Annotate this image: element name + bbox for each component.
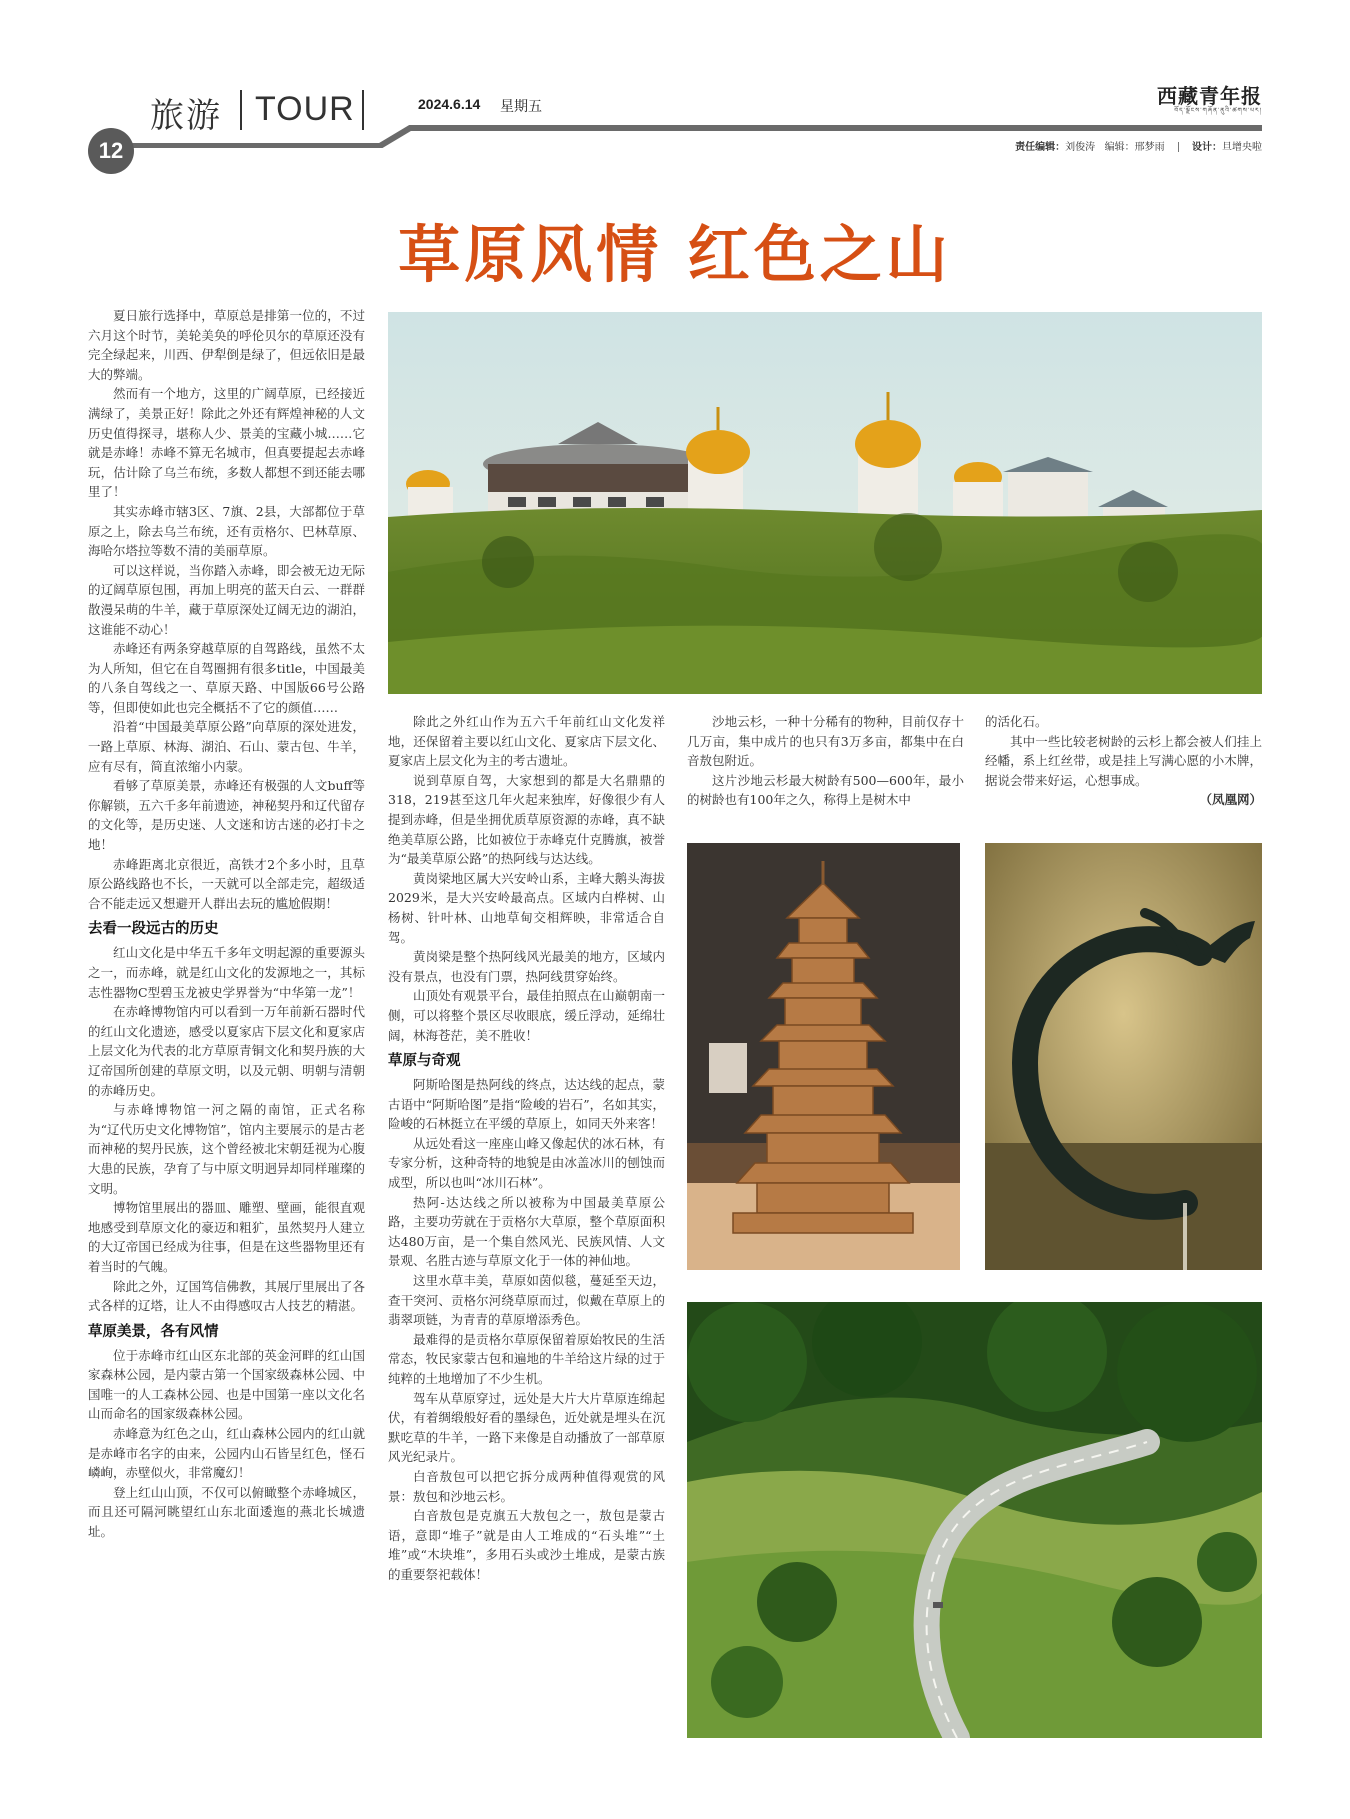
paragraph: 在赤峰博物馆内可以看到一万年前新石器时代的红山文化遗迹，感受以夏家店下层文化和夏家店上层文化为代表的北方草原青铜文化和契丹族的大辽帝国所创建的草原文明，以及元朝、明朝与清朝的赤峰历史。	[88, 1004, 365, 1098]
paragraph: 夏日旅行选择中，草原总是排第一位的，不过六月这个时节，美轮美奂的呼伦贝尔的草原还没有完全绿起来，川西、伊犁倒是绿了，但远依旧是最大的弊端。	[88, 308, 365, 382]
paragraph: 除此之外红山作为五六千年前红山文化发祥地，还保留着主要以红山文化、夏家店下层文化、夏家店上层文化为主的考古遗址。	[388, 714, 665, 769]
designer-label: 设计：	[1192, 142, 1222, 153]
issue-weekday: 星期五	[500, 99, 542, 115]
credits-divider	[1178, 142, 1179, 152]
issue-date: 2024.6.14	[418, 96, 481, 112]
jade-dragon-photo	[985, 843, 1262, 1270]
article-column-1	[88, 306, 365, 1542]
paragraph: 从远处看这一座座山峰又像起伏的冰石林，有专家分析，这种奇特的地貌是由冰盖冰川的刨蚀而成型，所以也叫“冰川石林”。	[388, 1135, 665, 1191]
article-source: （凤凰网）	[1199, 792, 1262, 808]
paragraph: 看够了草原美景，赤峰还有极强的人文buff等你解锁，五六千多年前遗迹，神秘契丹和辽代留存的文化等，是历史迷、人文迷和访古迷的必打卡之地！	[88, 778, 365, 853]
paragraph: 这片沙地云杉最大树龄有500—600年，最小的树龄也有100年之久，称得上是树木中	[687, 772, 964, 808]
section-name-en: TOUR	[255, 90, 355, 128]
paragraph: 白音敖包可以把它拆分成两种值得观赏的风景：敖包和沙地云杉。	[388, 1468, 665, 1504]
article-column-4	[985, 712, 1262, 810]
article-headline: 草原风情 红色之山	[398, 218, 952, 291]
paragraph: 黄岗梁是整个热阿线风光最美的地方，区域内没有景点，也没有门票，热阿线贯穿始终。	[388, 949, 665, 984]
paragraph: 红山文化是中华五千多年文明起源的重要源头之一，而赤峰，就是红山文化的发源地之一，其标志性器物C型碧玉龙被史学界誉为“中华第一龙”！	[88, 945, 365, 1000]
paragraph: 其实赤峰市辖3区、7旗、2县，大部都位于草原之上，除去乌兰布统，还有贡格尔、巴林草原、海哈尔塔拉等数不清的美丽草原。	[88, 503, 365, 559]
paragraph: 可以这样说，当你踏入赤峰，即会被无边无际的辽阔草原包围，再加上明亮的蓝天白云、一群群散漫呆萌的牛羊，藏于草原深处辽阔无边的湖泊，这谁能不动心！	[88, 562, 365, 637]
grassland-photo	[388, 312, 1262, 694]
subheading: 去看一段远古的历史	[88, 921, 219, 938]
paragraph: 沙地云杉，一种十分稀有的物种，目前仅存十几万亩，集中成片的也只有3万多亩，都集中在白音敖包附近。	[687, 714, 964, 769]
newspaper-masthead: 西藏青年报	[1157, 84, 1262, 108]
editorial-credits	[1015, 138, 1262, 153]
editor-name: 邢梦雨	[1134, 142, 1165, 153]
paragraph: 阿斯哈图是热阿线的终点，达达线的起点，蒙古语中“阿斯哈图”是指“险峻的岩石”，名如其实，险峻的石林挺立在平缓的草原上，如同天外来客！	[388, 1077, 665, 1132]
paragraph: 然而有一个地方，这里的广阔草原，已经接近满绿了，美景正好！除此之外还有辉煌神秘的人文历史值得探寻，堪称人少、景美的宝藏小城……它就是赤峰！赤峰不算无名城市，但真要提起去赤峰玩，估计除了乌兰布统，多数人都想不到还能去哪里了！	[88, 386, 365, 500]
paragraph: 除此之外，辽国笃信佛教，其展厅里展出了各式各样的辽塔，让人不由得感叹古人技艺的精湛。	[88, 1278, 365, 1314]
section-name-cn: 旅游	[150, 96, 222, 136]
paragraph: 位于赤峰市红山区东北部的英金河畔的红山国家森林公园，是内蒙古第一个国家级森林公园、中国唯一的人工森林公园、也是中国第一座以文化名山而命名的国家级森林公园。	[88, 1347, 365, 1422]
article-column-3	[687, 712, 964, 810]
subheading: 草原美景，各有风情	[88, 1323, 219, 1340]
paragraph: 说到草原自驾，大家想到的都是大名鼎鼎的318，219甚至这几年火起来独库，好像很少有人提到赤峰，但是坐拥优质草原资源的赤峰，真不缺绝美草原公路，比如被位于赤峰克什克腾旗，被誉为“最美草原公路”的热阿线与达达线。	[388, 772, 665, 867]
paragraph: 最难得的是贡格尔草原保留着原始牧民的生活常态，牧民家蒙古包和遍地的牛羊给这片绿的过于纯粹的土地增加了不少生机。	[388, 1331, 665, 1386]
pagoda-model-photo	[687, 843, 960, 1270]
designer-name: 旦增央啦	[1222, 142, 1262, 153]
paragraph: 黄岗梁地区属大兴安岭山系，主峰大鹅头海拔2029米，是大兴安岭最高点。区域内白桦树、山杨树、针叶林、山地草甸交相辉映，非常适合自驾。	[388, 870, 665, 945]
paragraph: 热阿-达达线之所以被称为中国最美草原公路，主要功劳就在于贡格尔大草原，整个草原面积达480万亩，是一个集自然风光、民族风情、人文景观、名胜古迹与草原文化于一体的神仙地。	[388, 1194, 665, 1269]
paragraph: 赤峰距离北京很近，高铁才2个多小时，且草原公路线路也不长，一天就可以全部走完，超级适合不能走远又想避开人群出去玩的尴尬假期！	[88, 856, 365, 911]
paragraph: 驾车从草原穿过，远处是大片大片草原连绵起伏，有着绸缎般好看的墨绿色，近处就是埋头在沉默吃草的牛羊，一路下来像是自动播放了一部草原风光纪录片。	[388, 1390, 665, 1465]
paragraph: 白音敖包是克旗五大敖包之一，敖包是蒙古语，意即“堆子”就是由人工堆成的“石头堆”“土堆”或“木块堆”，多用石头或沙土堆成，是蒙古族的重要祭祀载体！	[388, 1508, 665, 1582]
paragraph: 这里水草丰美，草原如茵似毯，蔓延至天边，查干突河、贡格尔河绕草原而过，似戴在草原上的翡翠项链，为青青的草原增添秀色。	[388, 1273, 665, 1328]
paragraph: 赤峰意为红色之山，红山森林公园内的红山就是赤峰市名字的由来，公园内山石皆呈红色，怪石嶙峋，赤壁似火，非常魔幻！	[88, 1426, 365, 1481]
editor-label: 编辑：	[1104, 142, 1135, 153]
page-number-badge: 12	[88, 128, 134, 174]
paragraph: 山顶处有观景平台，最佳拍照点在山巅朝南一侧，可以将整个景区尽收眼底，缓丘浮动，延绵壮阔，林海苍茫，美不胜收！	[388, 988, 665, 1043]
paragraph: 其中一些比较老树龄的云杉上都会被人们挂上经幡，系上红丝带，或是挂上写满心愿的小木牌，据说会带来好运，心想事成。	[985, 733, 1262, 788]
chief-editor-label: 责任编辑：	[1015, 142, 1066, 153]
paragraph: 沿着“中国最美草原公路”向草原的深处进发，一路上草原、林海、湖泊、石山、蒙古包、牛羊，应有尽有，简直浓缩小内蒙。	[88, 719, 365, 774]
paragraph: 博物馆里展出的器皿、雕塑、壁画，能很直观地感受到草原文化的豪迈和粗犷，虽然契丹人建立的大辽帝国已经成为往事，但是在这些器物里还有着当时的气魄。	[88, 1200, 365, 1274]
winding-road-photo	[687, 1302, 1262, 1738]
subheading: 草原与奇观	[388, 1053, 461, 1070]
newspaper-masthead-tibetan: བོད་ལྗོངས་གཞོན་ནུའི་ཚགས་པར།	[1174, 107, 1262, 114]
paragraph: 登上红山山顶，不仅可以俯瞰整个赤峰城区，而且还可隔河眺望红山东北面逶迤的燕北长城遗址。	[88, 1484, 365, 1540]
paragraph: 的活化石。	[985, 714, 1048, 729]
chief-editor-name: 刘俊涛	[1065, 142, 1096, 153]
paragraph: 赤峰还有两条穿越草原的自驾路线，虽然不太为人所知，但它在自驾圈拥有很多title，中国最美的八条自驾线之一、草原天路、中国版66号公路等，但即使如此也完全概括不了它的颜值……	[88, 641, 365, 715]
paragraph: 与赤峰博物馆一河之隔的南馆，正式名称为“辽代历史文化博物馆”，馆内主要展示的是古老而神秘的契丹民族，这个曾经被北宋朝廷视为心腹大患的民族，孕育了与中原文明迥异却同样璀璨的文明。	[88, 1102, 365, 1196]
article-column-2	[388, 712, 665, 1585]
